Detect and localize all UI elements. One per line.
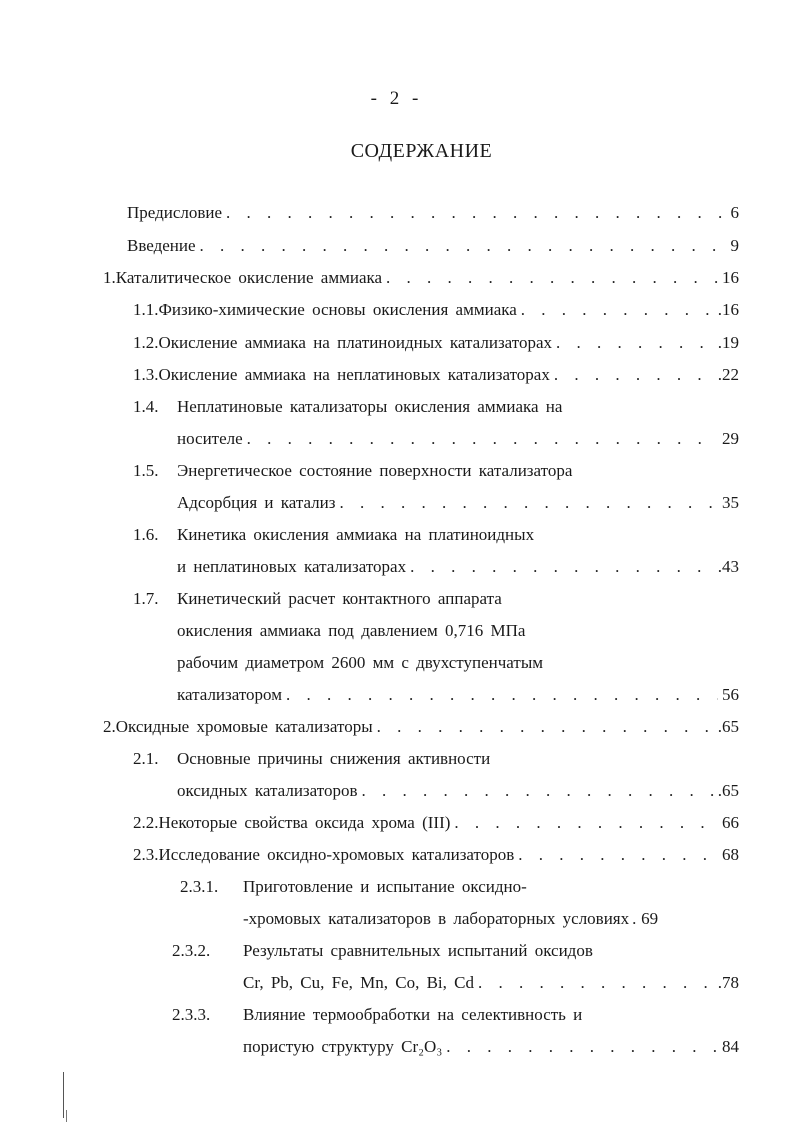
toc-entry-text: -хромовых катализаторов в лабораторных условиях [243,909,630,928]
dot-leader [247,429,718,449]
dot-leader [446,1037,718,1057]
toc-number: 1.1. [133,300,159,319]
toc-entry-text: Физико-химические основы окисления аммиака [158,300,517,319]
toc-entry-text: Оксидные хромовые катализаторы [115,717,373,736]
toc-page: 84 [722,1037,739,1056]
toc-page: .22 [717,365,739,384]
dot-leader [521,300,714,320]
toc-entry-1-7-line2 [177,621,739,641]
dot-leader [556,333,714,353]
toc-entry-text: рабочим диаметром 2600 мм с двухступенчатым [177,653,543,672]
toc-number: 2. [103,717,116,736]
toc-number: 1.5. [133,461,159,480]
page-title: СОДЕРЖАНИЕ [350,140,493,162]
toc-page: 66 [722,813,739,832]
toc-entry-1-7-line3 [177,653,739,673]
toc-page: .16 [717,300,739,319]
toc-number: 1.6. [133,525,159,544]
toc-entry-text: Приготовление и испытание оксидно- [243,877,527,896]
toc-page: 9 [730,236,739,255]
dot-leader [226,203,726,223]
toc-entry-text: окисления аммиака под давлением 0,716 МПа [177,621,526,640]
toc-entry-1-7 [177,685,739,705]
toc-entry-text: Введение [127,236,196,255]
toc-entry-1-4-line1 [133,397,739,417]
toc-entry-2-1 [177,781,739,801]
dot-leader [454,813,718,833]
toc-entry-text: Каталитическое окисление аммиака [115,268,383,287]
toc-number: 2.3. [133,845,159,864]
toc-entry-text: Основные причины снижения активности [177,749,491,768]
toc-entry-text: Кинетика окисления аммиака на платиноидных [177,525,535,544]
dot-leader [410,557,714,577]
toc-number: 1.4. [133,397,159,416]
toc-entry-text: оксидных катализаторов [177,781,358,800]
toc-entry-text: и неплатиновых катализаторах [177,557,407,576]
binding-margin-line [63,1072,64,1118]
toc-page: 16 [722,268,739,287]
toc-entry-1-5-line1 [133,461,739,481]
dot-leader [386,268,718,288]
toc-entry-text: пористую структуру Cr₂O₃ [243,1037,443,1056]
toc-entry-text: Cr, Pb, Cu, Fe, Mn, Co, Bi, Cd [243,973,474,992]
toc-entry-text: Адсорбция и катализ [177,493,336,512]
toc-number: 2.3.2. [172,941,211,960]
toc-page: 35 [722,493,739,512]
toc-entry-text: Предисловие [127,203,223,222]
toc-number: 1.2. [133,333,159,352]
toc-entry-text: Окисление аммиака на неплатиновых катализаторах [158,365,550,384]
toc-page: 69 [641,909,659,928]
dot-leader [339,493,718,513]
toc-entry-text: Исследование оксидно-хромовых катализаторов [158,845,515,864]
toc-entry-2-3 [133,845,739,865]
toc-entry-2-3-1-line1 [180,877,739,897]
toc-number: 2.2. [133,813,159,832]
toc-entry-chapter-1 [103,268,739,288]
toc-entry-text: катализатором [177,685,282,704]
toc-entry-text: Влияние термообработки на селективность и [243,1005,583,1024]
toc-page: .43 [717,557,739,576]
dot-leader [377,717,714,737]
toc-entry-1-6 [177,557,739,577]
toc-entry-2-3-2-line1 [172,941,739,961]
toc-entry-1-2 [133,333,739,353]
toc-entry-2-2 [133,813,739,833]
toc-entry-2-3-1 [243,909,739,929]
toc-entry-1-7-line1 [133,589,739,609]
dot-leader [200,236,727,256]
toc-entry-text: носителе [177,429,243,448]
toc-entry-1-6-line1 [133,525,739,545]
toc-number: 2.3.1. [180,877,219,896]
toc-page: 68 [722,845,739,864]
toc-number: 1.7. [133,589,159,608]
toc-entry-text: Окисление аммиака на платиноидных катализаторах [158,333,553,352]
toc-entry-2-1-line1 [133,749,739,769]
toc-entry-2-3-2 [243,973,739,993]
binding-margin-line-short [66,1110,67,1122]
toc-entry-chapter-2 [103,717,739,737]
toc-entry-text: Неплатиновые катализаторы окисления аммиака на [177,397,563,416]
toc-page: .19 [717,333,739,352]
toc-entry-1-4 [177,429,739,449]
toc-entry-text: Энергетическое состояние поверхности катализатора [177,461,573,480]
toc-entry-1-5 [177,493,739,513]
toc-number: 2.1. [133,749,159,768]
dot-leader [632,909,638,929]
toc-number: 1. [103,268,116,287]
toc-entry-text: Результаты сравнительных испытаний оксидов [243,941,593,960]
dot-leader [554,365,714,385]
toc-entry-preface [127,203,739,223]
toc-number: 2.3.3. [172,1005,211,1024]
toc-entry-1-1 [133,300,739,320]
toc-page: .65 [717,781,739,800]
toc-page: .65 [717,717,739,736]
page-number: - 2 - [370,88,423,109]
toc-entry-intro [127,236,739,256]
toc-entry-2-3-3-line1 [172,1005,739,1025]
toc-page: 56 [722,685,739,704]
dot-leader [518,845,718,865]
toc-page: 6 [730,203,739,222]
dot-leader [286,685,718,705]
toc-entry-text: Кинетический расчет контактного аппарата [177,589,502,608]
toc-number: 1.3. [133,365,159,384]
toc-page: 29 [722,429,739,448]
dot-leader [478,973,714,993]
toc-page: .78 [717,973,739,992]
toc-entry-text: Некоторые свойства оксида хрома (III) [158,813,451,832]
dot-leader [361,781,713,801]
toc-entry-1-3 [133,365,739,385]
toc-entry-2-3-3 [243,1037,739,1057]
